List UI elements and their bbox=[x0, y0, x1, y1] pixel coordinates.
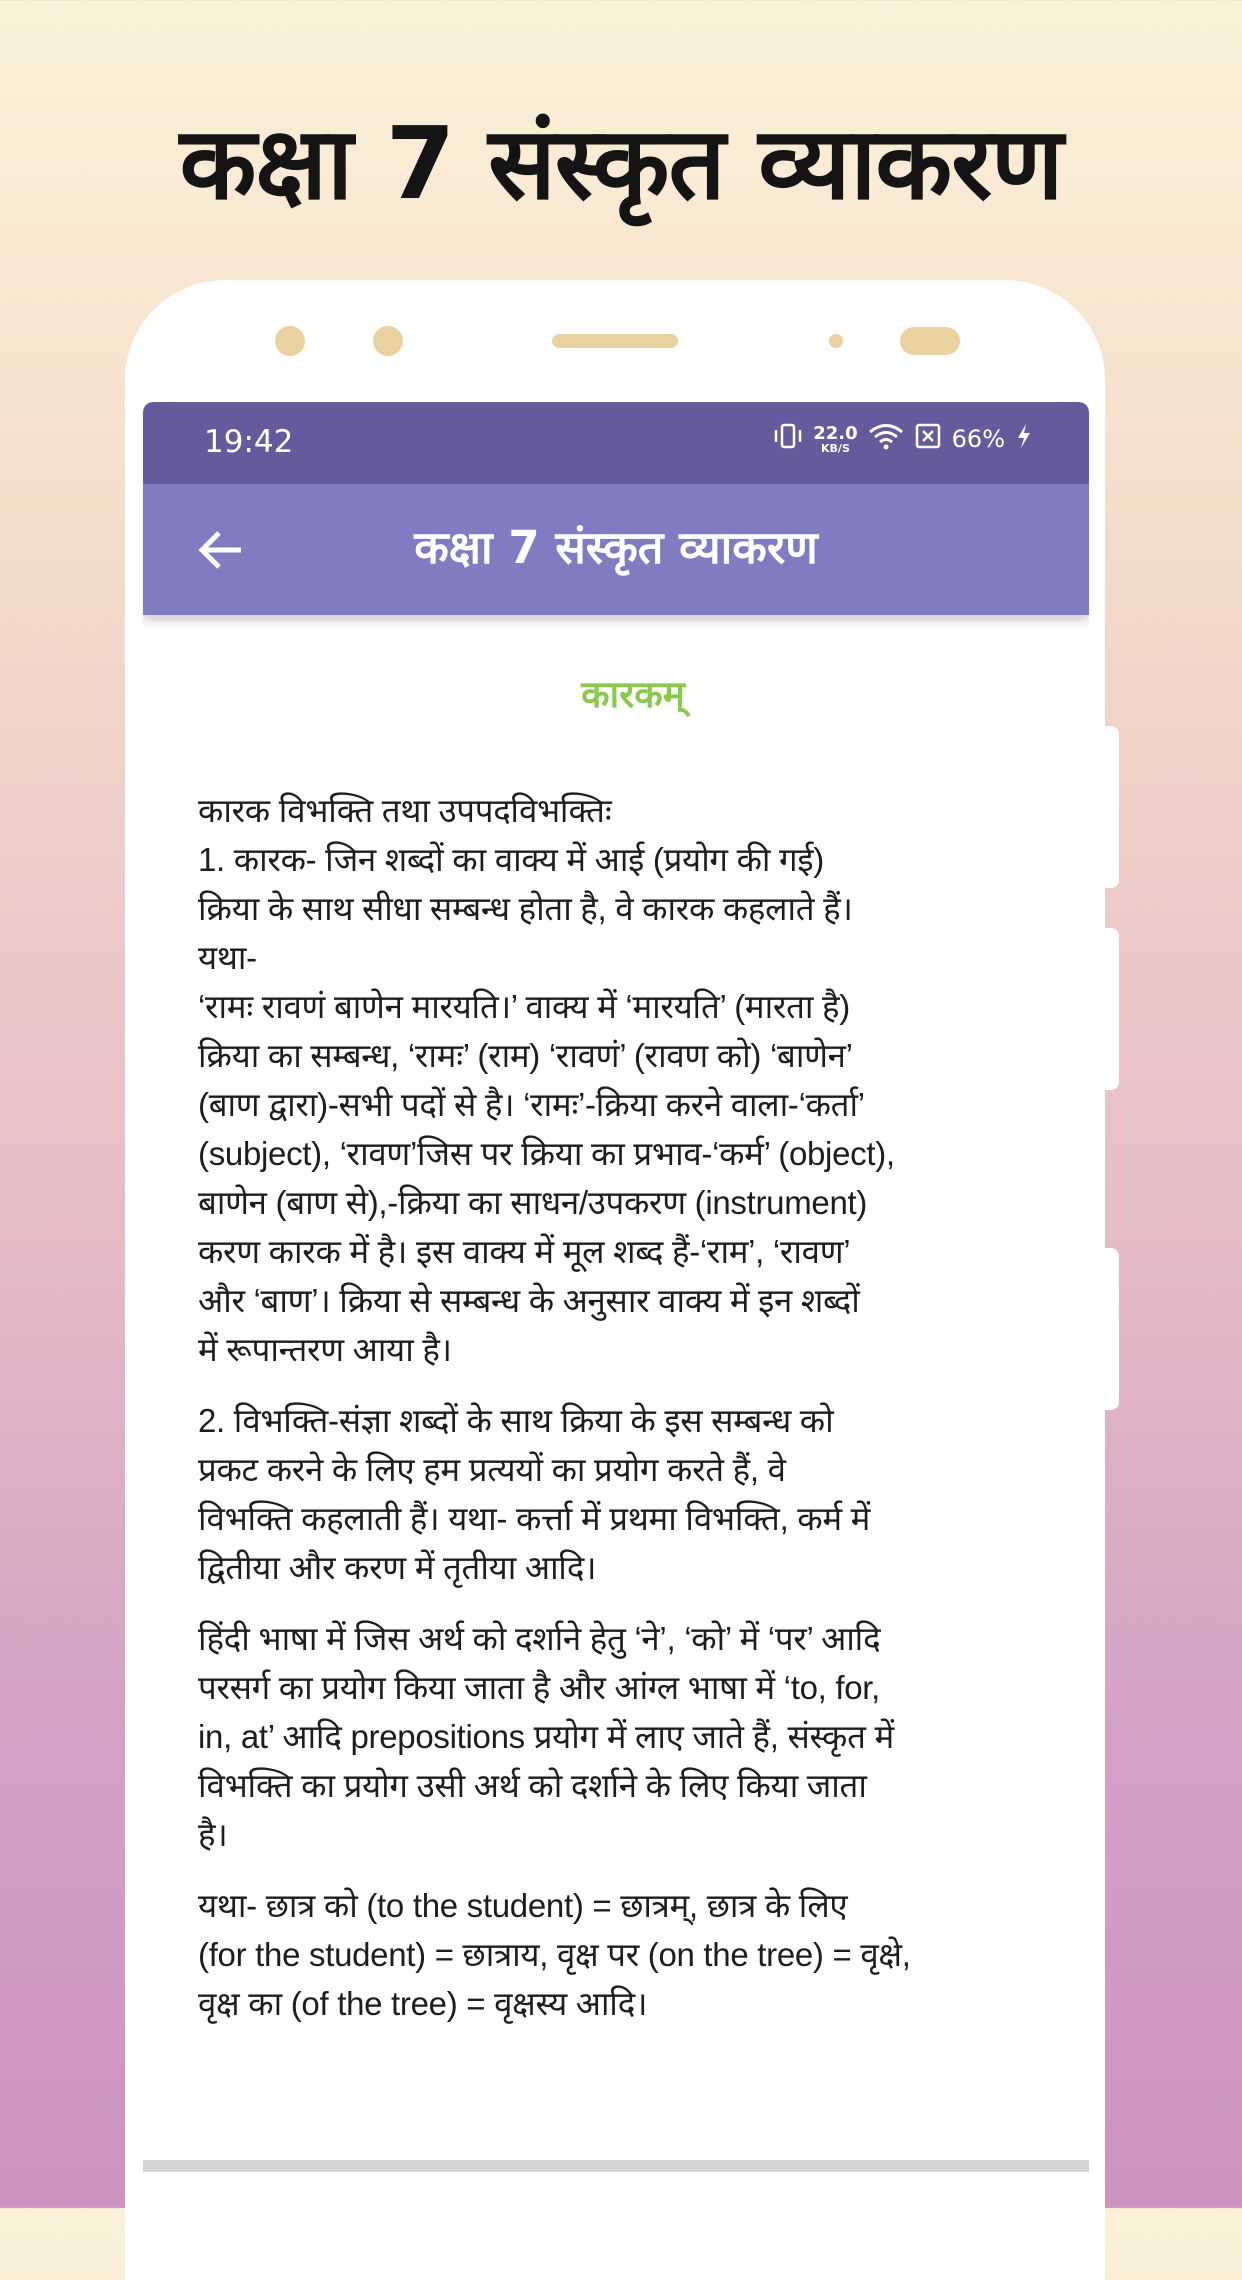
section-heading: कारकम् bbox=[581, 673, 685, 716]
wifi-icon bbox=[868, 422, 904, 456]
paragraph-examples: यथा- छात्र को (to the student) = छात्रम्, छात्र के लिए (for the student) = छात्राय, वृक्ष पर (on the tree) = वृक्षे, वृक्ष का (of the tree) = वृक्षस्य आदि। bbox=[198, 1887, 911, 2022]
battery-percentage: 66% bbox=[951, 425, 1005, 453]
network-speed bbox=[813, 422, 858, 455]
vibrate-icon bbox=[773, 422, 803, 456]
article-content bbox=[198, 667, 1038, 2050]
front-sensor bbox=[373, 326, 403, 356]
side-button bbox=[1105, 1248, 1119, 1410]
charging-bolt-icon bbox=[1015, 422, 1033, 456]
app-title: कक्षा 7 संस्कृत व्याकरण bbox=[414, 521, 818, 574]
side-button bbox=[1105, 928, 1119, 1090]
app-screen bbox=[143, 402, 1089, 2208]
status-bar bbox=[143, 402, 1089, 484]
paragraph-hindi-comparison: हिंदी भाषा में जिस अर्थ को दर्शाने हेतु ‘ने’, ‘को’ में ‘पर’ आदि परसर्ग का प्रयोग किया जाता है और आंग्ल भाषा में ‘to, for, in, at’ आदि prepositions प्रयोग में लाए जाते हैं, संस्कृत में विभक्ति का प्रयोग उसी अर्थ को दर्शाने के लिए किया जाता है। bbox=[198, 1620, 894, 1853]
status-icons bbox=[773, 422, 1033, 456]
proximity-sensor bbox=[829, 334, 843, 348]
paragraph-vibhakti: 2. विभक्ति-संज्ञा शब्दों के साथ क्रिया के इस सम्बन्ध को प्रकट करने के लिए हम प्रत्ययों का प्रयोग करते हैं, वे विभक्ति कहलाती हैं। यथा- कर्त्ता में प्रथमा विभक्ति, कर्म में द्वितीया और करण में तृतीया आदि। bbox=[198, 1402, 871, 1586]
bottom-divider bbox=[143, 2160, 1089, 2172]
flash-sensor bbox=[900, 327, 960, 355]
status-time: 19:42 bbox=[204, 424, 294, 460]
paragraph-karak: कारक विभक्ति तथा उपपदविभक्तिः 1. कारक- जिन शब्दों का वाक्य में आई (प्रयोग की गई) क्रिया के साथ सीधा सम्बन्ध होता है, वे कारक कहलाते हैं। यथा- ‘रामः रावणं बाणेन मारयति।’ वाक्य में ‘मारयति’ (मारता है) क्रिया का सम्बन्ध, ‘रामः’ (राम) ‘रावणं’ (रावण को) ‘बाणेन’ (बाण द्वारा)-सभी पदों से है। ‘रामः’-क्रिया करने वाला-‘कर्ता’ (subject), ‘रावण’जिस पर क्रिया का प्रभाव-‘कर्म’ (object), बाणेन (बाण से),-क्रिया का साधन/उपकरण (instrument) करण कारक में है। इस वाक्य में मूल शब्द हैं-‘राम’, ‘रावण’ और ‘बाण’। क्रिया से सम्बन्ध के अनुसार वाक्य में इन शब्दों में रूपान्तरण आया है। bbox=[198, 792, 895, 1368]
side-button bbox=[1105, 726, 1119, 888]
sim-off-icon bbox=[914, 422, 942, 456]
app-bar bbox=[143, 484, 1089, 615]
promo-title: कक्षा 7 संस्कृत व्याकरण bbox=[179, 105, 1063, 222]
earpiece-speaker bbox=[552, 334, 678, 348]
network-speed-value: 22.0 bbox=[813, 422, 858, 444]
front-camera bbox=[275, 326, 305, 356]
network-speed-unit: KB/S bbox=[821, 441, 850, 455]
